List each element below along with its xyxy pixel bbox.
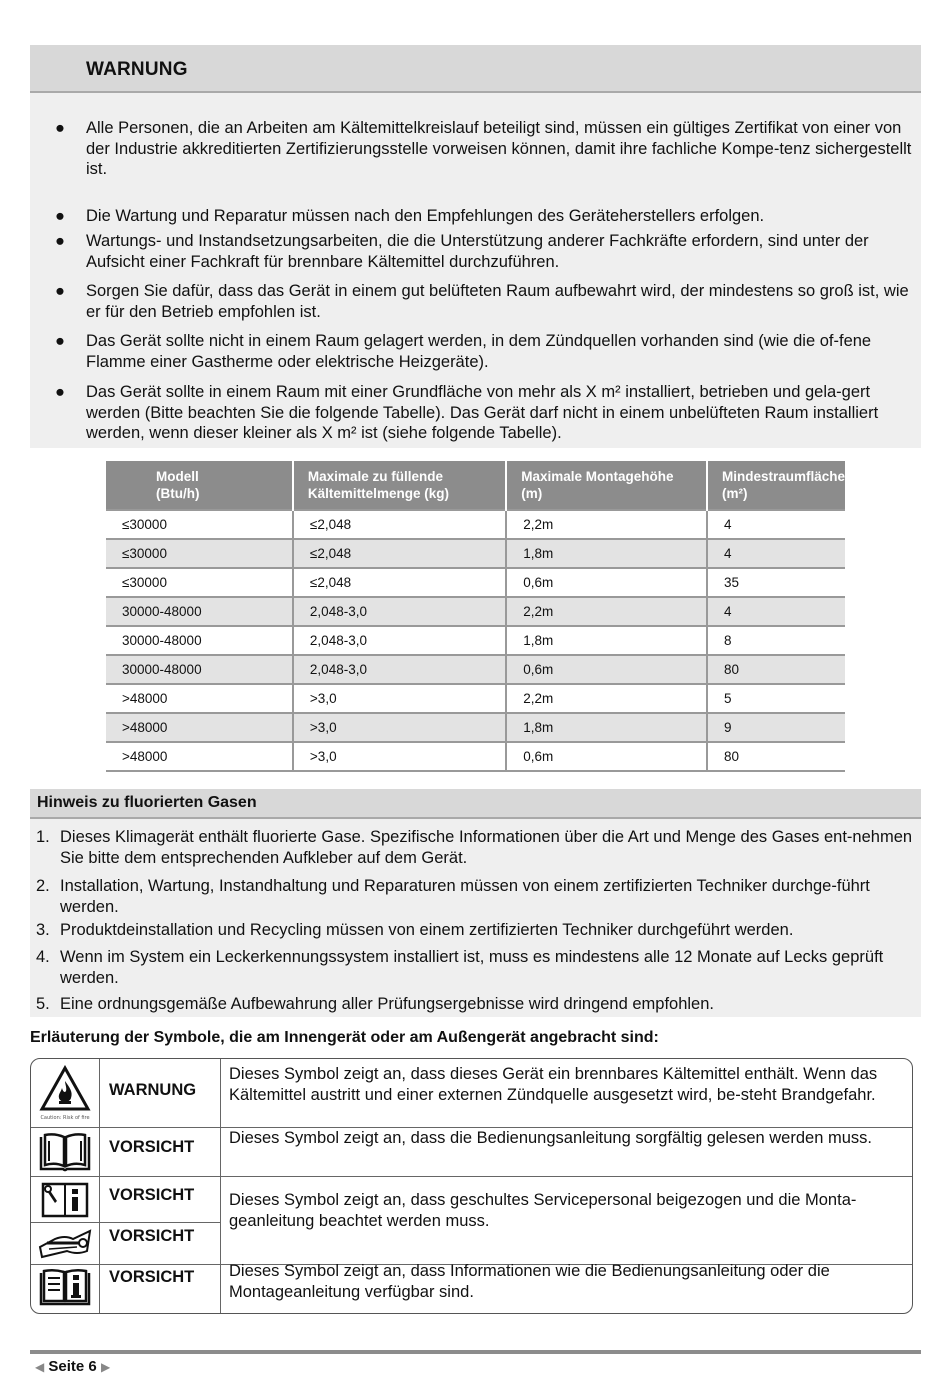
table-cell: >3,0 bbox=[293, 742, 506, 771]
column-header-charge: Maximale zu füllende Kältemittelmenge (kg) bbox=[293, 461, 506, 510]
icon-caption: Caution: Risk of fire bbox=[40, 1115, 90, 1121]
table-cell: 5 bbox=[707, 684, 845, 713]
table-cell: 0,6m bbox=[506, 742, 707, 771]
table-cell: 30000-48000 bbox=[106, 597, 293, 626]
item-text: Produktdeinstallation und Recycling müssen von einem zertifizierten Techniker durchgeführt werden. bbox=[60, 921, 794, 939]
item-number: 1. bbox=[36, 828, 50, 846]
bullet-text: Sorgen Sie dafür, dass das Gerät in einem gut belüfteten Raum aufbewahrt wird, der mindestens so groß ist, wie er für den Betrieb empfohlen ist. bbox=[86, 282, 909, 321]
footer-rule bbox=[30, 1350, 921, 1354]
notice-header bbox=[30, 789, 921, 819]
symbol-label: VORSICHT bbox=[109, 1227, 195, 1245]
manual-book-icon bbox=[37, 1131, 93, 1173]
table-cell: ≤2,048 bbox=[293, 510, 506, 539]
table-cell: ≤30000 bbox=[106, 539, 293, 568]
table-cell: 4 bbox=[707, 539, 845, 568]
bullet-text: Alle Personen, die an Arbeiten am Kältemittelkreislauf beteiligt sind, müssen ein gültiges Zertifikat von einer von der Industrie akkreditierten Zertifizierungsstelle vorweisen können, damit ihre fachliche Kompe-tenz sichergestellt ist. bbox=[86, 119, 912, 178]
table-cell: 80 bbox=[707, 742, 845, 771]
table-cell: ≤30000 bbox=[106, 568, 293, 597]
table-cell: 2,2m bbox=[506, 684, 707, 713]
table-cell: 1,8m bbox=[506, 539, 707, 568]
table-cell: ≤30000 bbox=[106, 510, 293, 539]
bullet-text: Das Gerät sollte in einem Raum mit einer Grundfläche von mehr als X m² installiert, betrieben und gela-gert werden (Bitte beachten Sie die folgende Tabelle). Das Gerät darf nicht in einem unbelüfteten Raum installiert werden, wenn dieser kleiner als X m² ist (siehe folgende Tabelle). bbox=[86, 383, 879, 442]
symbol-label: VORSICHT bbox=[109, 1186, 195, 1204]
table-row bbox=[106, 713, 845, 742]
table-cell: 1,8m bbox=[506, 713, 707, 742]
bullet-dot: ● bbox=[55, 383, 65, 401]
table-cell: >48000 bbox=[106, 684, 293, 713]
item-number: 2. bbox=[36, 877, 50, 895]
table-row bbox=[106, 510, 845, 539]
item-text: Installation, Wartung, Instandhaltung und Reparaturen müssen von einem zertifizierten Techniker durchge-führt werden. bbox=[60, 877, 870, 916]
table-cell: 30000-48000 bbox=[106, 655, 293, 684]
table-cell: 2,048-3,0 bbox=[293, 597, 506, 626]
warning-header bbox=[30, 45, 921, 93]
service-manual-icon bbox=[37, 1181, 93, 1219]
warning-box bbox=[30, 45, 921, 448]
table-cell: 0,6m bbox=[506, 568, 707, 597]
page-number: Seite 6 bbox=[48, 1358, 97, 1375]
table-cell: 80 bbox=[707, 655, 845, 684]
table-cell: 2,2m bbox=[506, 597, 707, 626]
table-cell: 8 bbox=[707, 626, 845, 655]
item-number: 5. bbox=[36, 995, 50, 1013]
table-cell: 1,8m bbox=[506, 626, 707, 655]
page-footer bbox=[35, 1358, 110, 1375]
table-cell: 30000-48000 bbox=[106, 626, 293, 655]
info-manual-icon bbox=[37, 1268, 93, 1308]
table-row bbox=[106, 684, 845, 713]
table-cell: 4 bbox=[707, 510, 845, 539]
table-cell: 2,048-3,0 bbox=[293, 626, 506, 655]
column-header-model: Modell (Btu/h) bbox=[106, 461, 293, 510]
table-cell: 0,6m bbox=[506, 655, 707, 684]
table-cell: 9 bbox=[707, 713, 845, 742]
table-cell: >48000 bbox=[106, 742, 293, 771]
bullet-dot: ● bbox=[55, 207, 65, 225]
arrow-right-icon: ▶ bbox=[100, 1360, 111, 1374]
table-row bbox=[106, 539, 845, 568]
table-cell: 2,048-3,0 bbox=[293, 655, 506, 684]
table-row bbox=[106, 742, 845, 771]
fluorinated-gas-notice bbox=[30, 789, 921, 1017]
item-text: Dieses Klimagerät enthält fluorierte Gase. Spezifische Informationen über die Art und Menge des Gases ent-nehmen Sie bitte dem entsprechenden Aufkleber auf dem Gerät. bbox=[60, 828, 913, 867]
table-header-row bbox=[106, 461, 845, 510]
bullet-text: Das Gerät sollte nicht in einem Raum gelagert werden, in dem Zündquellen vorhanden sind (wie die of-fene Flamme einer Gastherme oder elektrische Heizgeräte). bbox=[86, 332, 872, 371]
flammable-warning-icon bbox=[37, 1065, 93, 1123]
item-number: 3. bbox=[36, 921, 50, 939]
item-text: Wenn im System ein Leckerkennungssystem installiert ist, muss es mindestens alle 12 Monate auf Lecks geprüft werden. bbox=[60, 948, 884, 987]
table-cell: ≤2,048 bbox=[293, 568, 506, 597]
table-row bbox=[106, 655, 845, 684]
symbol-description: Dieses Symbol zeigt an, dass geschultes Servicepersonal beigezogen und die Monta-geanleitung beachtet werden muss. bbox=[229, 1191, 857, 1230]
symbol-label: VORSICHT bbox=[109, 1138, 195, 1156]
table-row bbox=[106, 626, 845, 655]
column-header-height: Maximale Montagehöhe (m) bbox=[506, 461, 707, 510]
divider bbox=[31, 1222, 220, 1223]
divider bbox=[31, 1176, 912, 1177]
table-cell: >48000 bbox=[106, 713, 293, 742]
divider bbox=[220, 1059, 221, 1313]
bullet-text: Wartungs- und Instandsetzungsarbeiten, die die Unterstützung anderer Fachkräfte erfordern, sind unter der Aufsicht einer Fachkraft für brennbare Kältemittel durchzuführen. bbox=[86, 232, 869, 271]
table-cell: ≤2,048 bbox=[293, 539, 506, 568]
symbol-label: WARNUNG bbox=[109, 1081, 197, 1099]
table-cell: 35 bbox=[707, 568, 845, 597]
symbol-description: Dieses Symbol zeigt an, dass die Bedienungsanleitung sorgfältig gelesen werden muss. bbox=[229, 1129, 872, 1147]
bullet-text: Die Wartung und Reparatur müssen nach den Empfehlungen des Geräteherstellers erfolgen. bbox=[86, 207, 765, 225]
symbol-description: Dieses Symbol zeigt an, dass Informationen wie die Bedienungsanleitung oder die Montageanleitung verfügbar sind. bbox=[229, 1262, 830, 1301]
symbols-table bbox=[30, 1058, 913, 1314]
model-table bbox=[106, 461, 845, 772]
item-number: 4. bbox=[36, 948, 50, 966]
notice-title: Hinweis zu fluorierten Gasen bbox=[37, 794, 257, 811]
warning-title: WARNUNG bbox=[86, 59, 188, 80]
table-row bbox=[106, 568, 845, 597]
item-text: Eine ordnungsgemäße Aufbewahrung aller Prüfungsergebnisse wird dringend empfohlen. bbox=[60, 995, 714, 1013]
table-cell: >3,0 bbox=[293, 713, 506, 742]
bullet-dot: ● bbox=[55, 282, 65, 300]
symbol-label: VORSICHT bbox=[109, 1268, 195, 1286]
table-row bbox=[106, 597, 845, 626]
table-cell: 2,2m bbox=[506, 510, 707, 539]
table-cell: 4 bbox=[707, 597, 845, 626]
bullet-dot: ● bbox=[55, 332, 65, 350]
table-cell: >3,0 bbox=[293, 684, 506, 713]
arrow-left-icon: ◀ bbox=[35, 1360, 45, 1374]
wrench-manual-icon bbox=[37, 1225, 93, 1261]
symbols-heading: Erläuterung der Symbole, die am Innengerät oder am Außengerät angebracht sind: bbox=[30, 1029, 659, 1046]
divider bbox=[99, 1059, 100, 1313]
bullet-dot: ● bbox=[55, 232, 65, 250]
column-header-area: Mindestraumfläche (m²) bbox=[707, 461, 845, 510]
symbol-description: Dieses Symbol zeigt an, dass dieses Gerät ein brennbares Kältemittel enthält. Wenn das Kältemittel austritt und einer externen Zündquelle ausgesetzt wird, be-steht Brandgefahr. bbox=[229, 1065, 878, 1104]
bullet-dot: ● bbox=[55, 119, 65, 137]
